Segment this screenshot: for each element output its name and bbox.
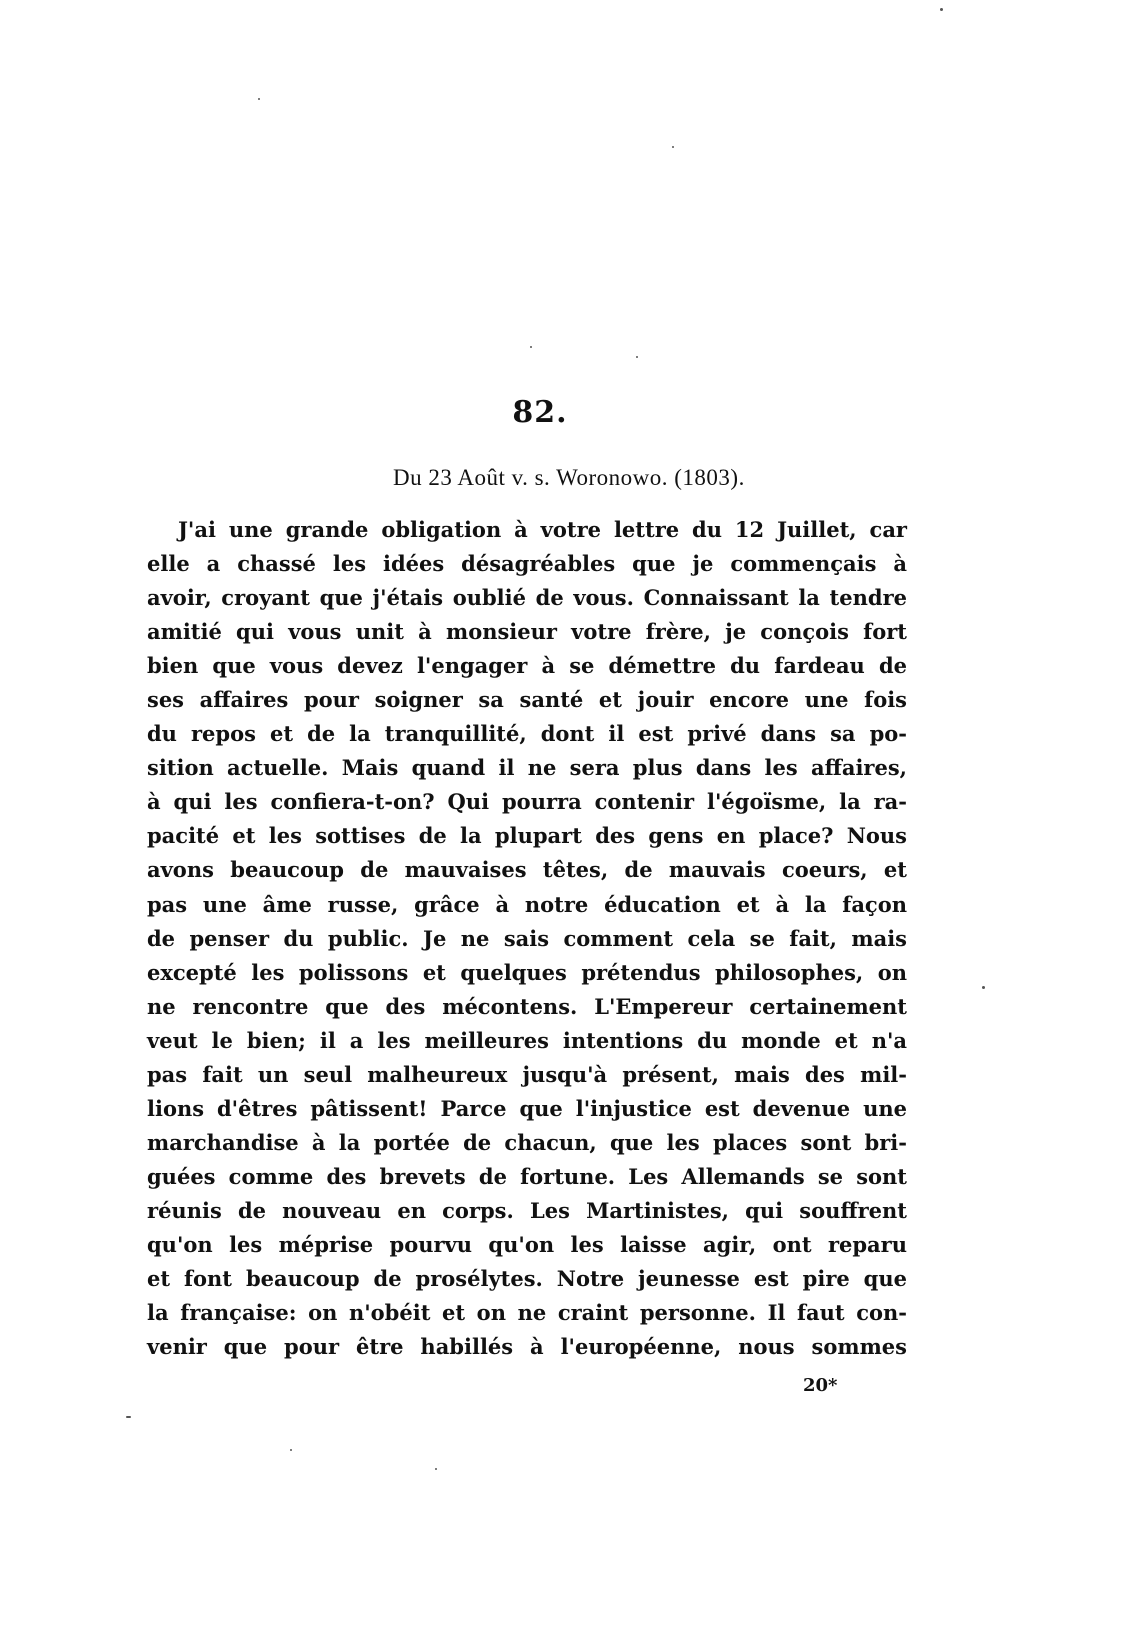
text-line: pacité et les sottises de la plupart des gens en place? Nous bbox=[147, 823, 907, 849]
text-line: lions d'êtres pâtissent! Parce que l'injustice est devenue une bbox=[147, 1095, 907, 1121]
text-line: du repos et de la tranquillité, dont il est privé dans sa po- bbox=[147, 721, 907, 747]
scan-speck bbox=[940, 8, 943, 11]
text-line: ses affaires pour soigner sa santé et jouir encore une fois bbox=[147, 687, 907, 713]
scan-speck bbox=[258, 98, 260, 100]
text-line: à qui les confiera-t-on? Qui pourra contenir l'égoïsme, la ra- bbox=[147, 789, 907, 815]
text-line: marchandise à la portée de chacun, que les places sont bri- bbox=[147, 1129, 907, 1155]
scan-speck bbox=[672, 146, 674, 148]
scan-speck bbox=[982, 986, 985, 989]
letter-number: 82. bbox=[512, 395, 568, 430]
text-line: et font beaucoup de prosélytes. Notre jeunesse est pire que bbox=[147, 1266, 907, 1292]
text-line: bien que vous devez l'engager à se démettre du fardeau de bbox=[147, 653, 907, 679]
text-line: guées comme des brevets de fortune. Les Allemands se sont bbox=[147, 1163, 907, 1189]
text-line: de penser du public. Je ne sais comment cela se fait, mais bbox=[147, 925, 907, 951]
text-line: avons beaucoup de mauvaises têtes, de mauvais coeurs, et bbox=[147, 857, 907, 883]
text-line: J'ai une grande obligation à votre lettre du 12 Juillet, car bbox=[178, 517, 907, 542]
text-line: pas fait un seul malheureux jusqu'à présent, mais des mil- bbox=[147, 1061, 907, 1087]
letter-body bbox=[147, 513, 907, 1364]
scan-speck bbox=[636, 356, 638, 358]
text-line: la française: on n'obéit et on ne craint personne. Il faut con- bbox=[147, 1300, 907, 1326]
text-line: réunis de nouveau en corps. Les Martinistes, qui souffrent bbox=[147, 1197, 907, 1223]
text-line: sition actuelle. Mais quand il ne sera plus dans les affaires, bbox=[147, 755, 907, 781]
text-line: veut le bien; il a les meilleures intentions du monde et n'a bbox=[147, 1027, 907, 1053]
text-line: venir que pour être habillés à l'européenne, nous sommes bbox=[147, 1334, 907, 1360]
text-line: ne rencontre que des mécontens. L'Empereur certainement bbox=[147, 993, 907, 1019]
scan-speck bbox=[530, 346, 532, 348]
text-line: avoir, croyant que j'étais oublié de vous. Connaissant la tendre bbox=[147, 585, 907, 611]
scan-speck bbox=[435, 1468, 437, 1470]
signature-mark: 20* bbox=[803, 1375, 838, 1396]
text-line: pas une âme russe, grâce à notre éducation et à la façon bbox=[147, 891, 907, 917]
scan-speck bbox=[290, 1449, 292, 1451]
text-line: elle a chassé les idées désagréables que je commençais à bbox=[147, 551, 907, 577]
scan-speck bbox=[126, 1416, 131, 1418]
text-line: qu'on les méprise pourvu qu'on les laisse agir, ont reparu bbox=[147, 1231, 907, 1257]
dateline: Du 23 Août v. s. Woronowo. (1803). bbox=[393, 465, 745, 490]
text-line: excepté les polissons et quelques prétendus philosophes, on bbox=[147, 959, 907, 985]
text-line: amitié qui vous unit à monsieur votre frère, je conçois fort bbox=[147, 619, 907, 645]
